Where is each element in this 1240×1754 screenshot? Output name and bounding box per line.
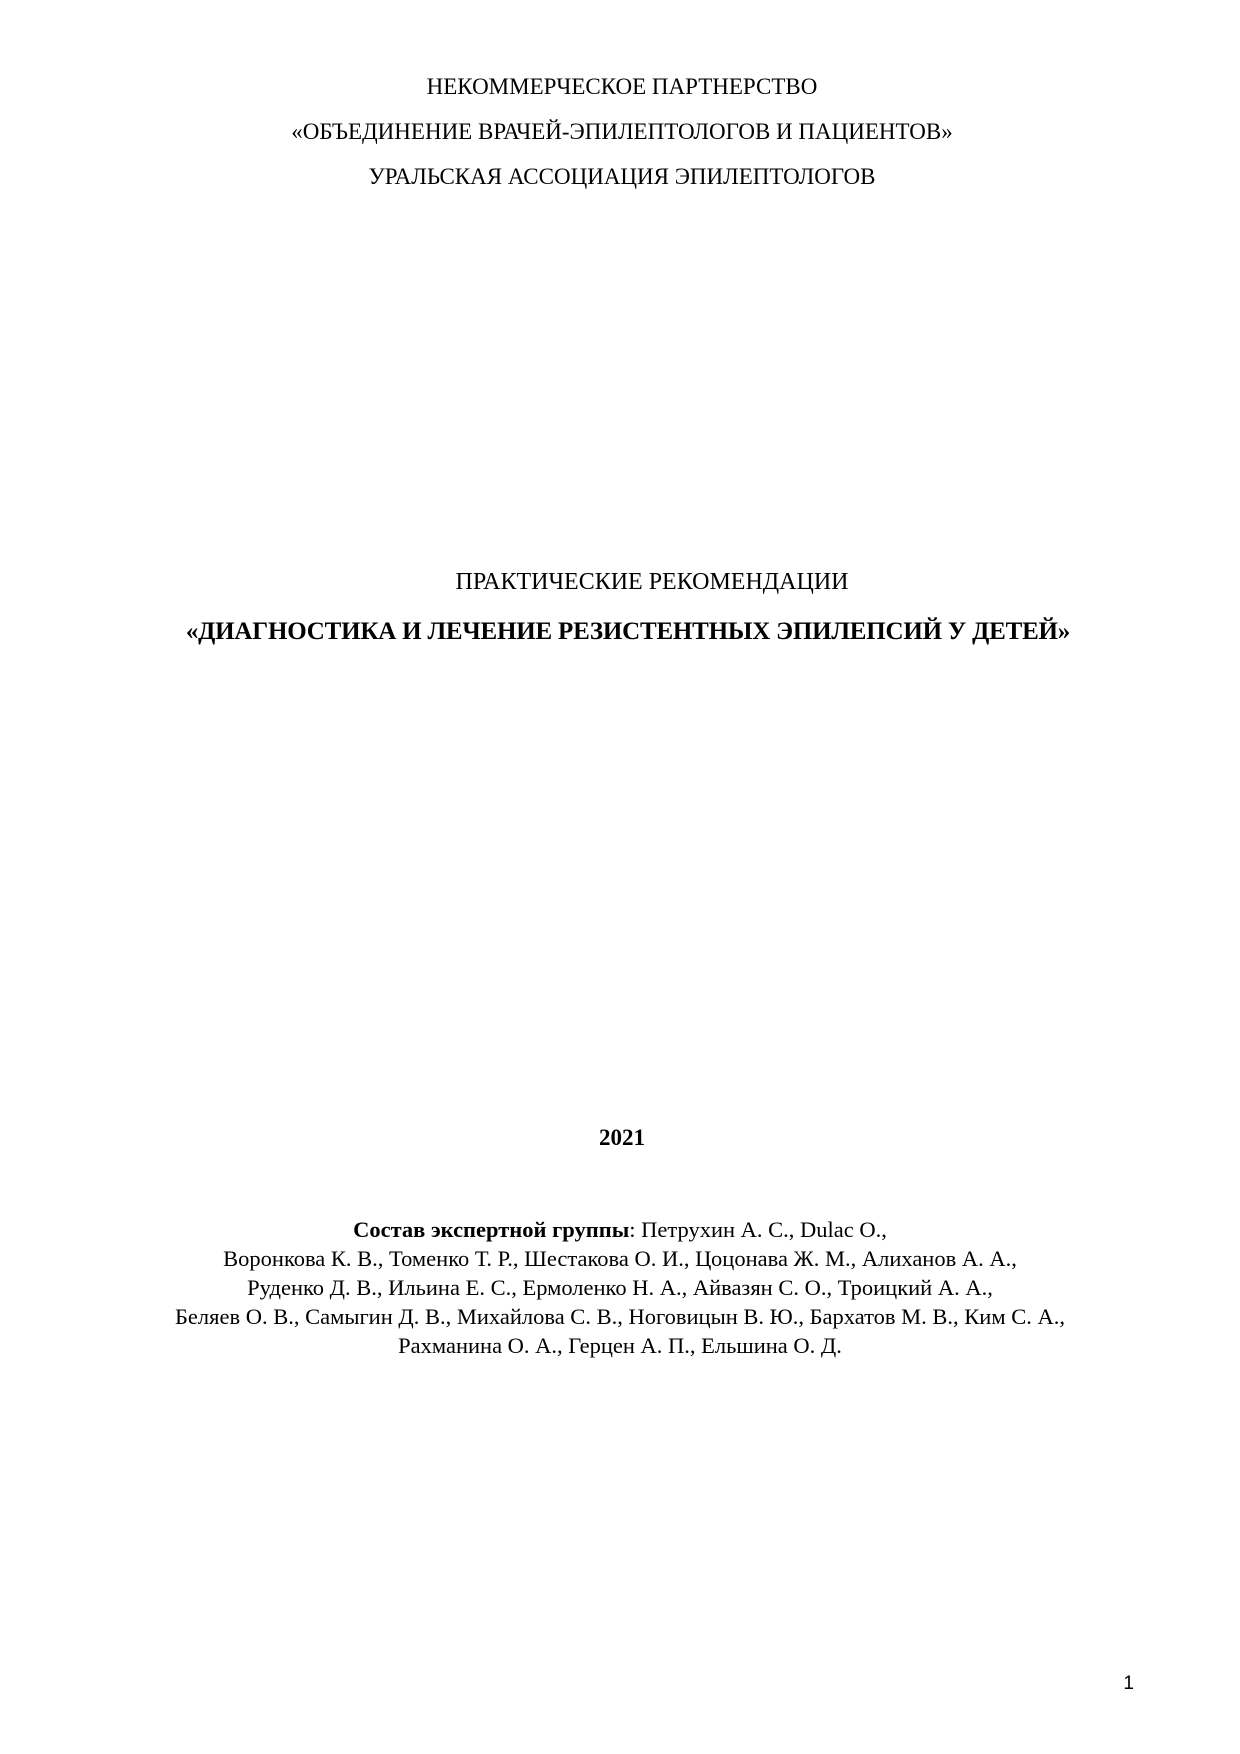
expert-names-line: Воронкова К. В., Томенко Т. Р., Шестакова О. И., Цоцонава Ж. М., Алиханов А. А., xyxy=(223,1246,1017,1271)
expert-group xyxy=(0,1215,1240,1360)
expert-group-label: Состав экспертной группы xyxy=(353,1217,630,1242)
document-title: «ДИАГНОСТИКА И ЛЕЧЕНИЕ РЕЗИСТЕНТНЫХ ЭПИЛЕПСИЙ У ДЕТЕЙ» xyxy=(185,618,1071,645)
organization-line-1: НЕКОММЕРЧЕСКОЕ ПАРТНЕРСТВО xyxy=(426,74,818,99)
expert-group-first-line xyxy=(0,1215,1240,1244)
page-number: 1 xyxy=(1123,1673,1134,1694)
expert-names-line: Руденко Д. В., Ильина Е. С., Ермоленко Н. А., Айвазян С. О., Троицкий А. А., xyxy=(247,1275,993,1300)
document-type: ПРАКТИЧЕСКИЕ РЕКОМЕНДАЦИИ xyxy=(455,569,849,595)
expert-names-line: Рахманина О. А., Герцен А. П., Ельшина О. Д. xyxy=(398,1333,842,1358)
expert-names-first: Петрухин А. С., Dulac O., xyxy=(641,1217,887,1242)
expert-group-label-suffix: : xyxy=(629,1217,642,1242)
expert-names-line: Беляев О. В., Самыгин Д. В., Михайлова С. В., Ноговицын В. Ю., Бархатов М. В., Ким С. А., xyxy=(175,1304,1065,1329)
organization-line-3: УРАЛЬСКАЯ АССОЦИАЦИЯ ЭПИЛЕПТОЛОГОВ xyxy=(368,164,876,189)
organization-line-2: «ОБЪЕДИНЕНИЕ ВРАЧЕЙ-ЭПИЛЕПТОЛОГОВ И ПАЦИЕНТОВ» xyxy=(291,119,953,144)
document-year: 2021 xyxy=(599,1125,645,1150)
